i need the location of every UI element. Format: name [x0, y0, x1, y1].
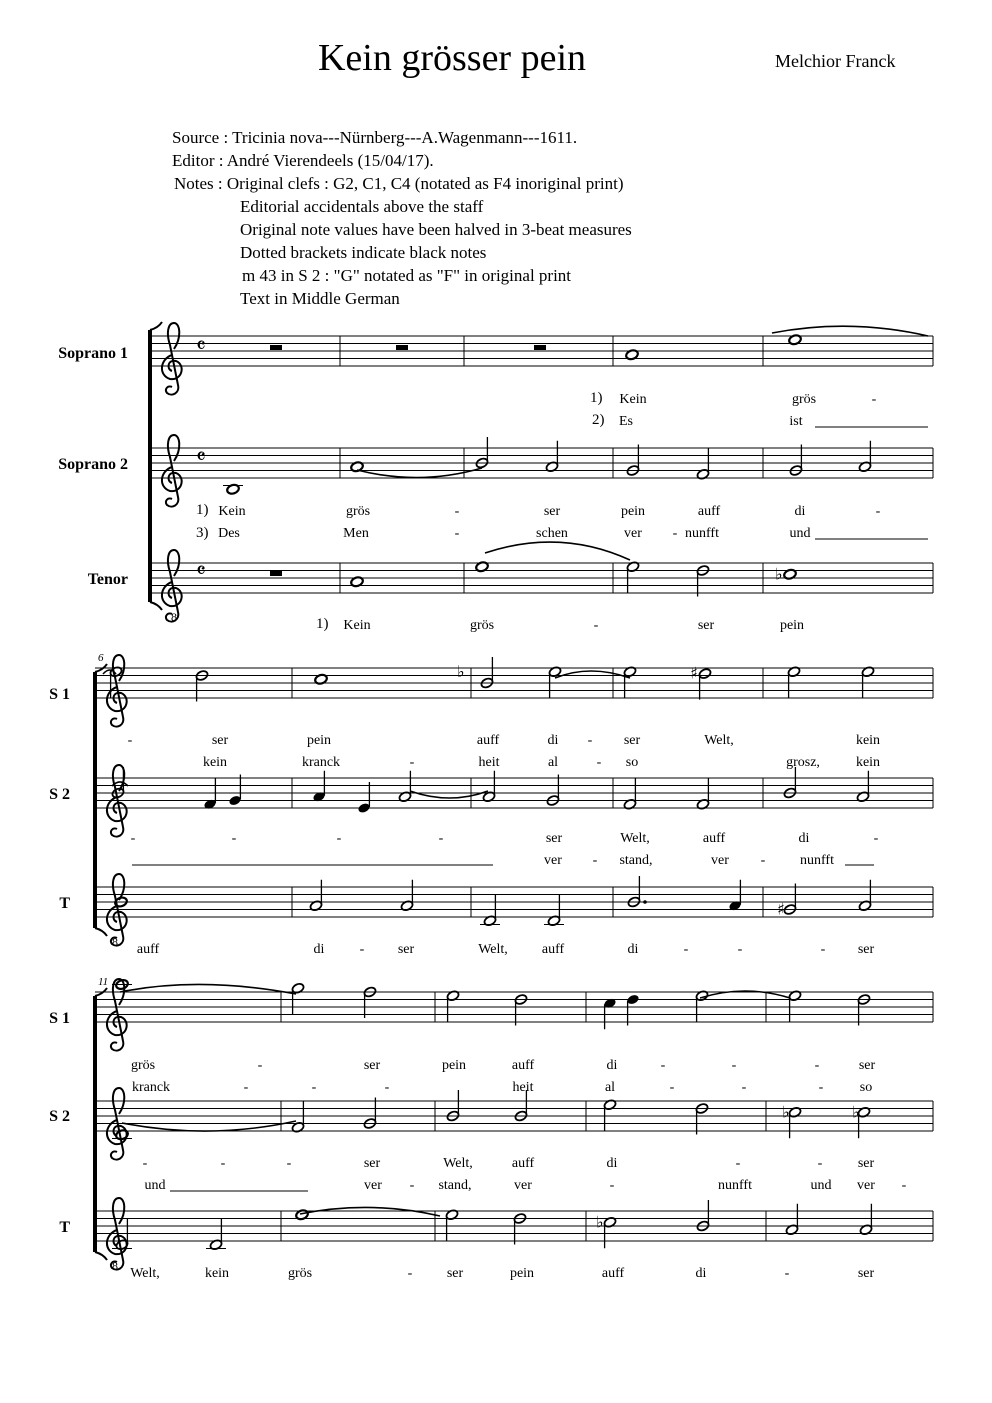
- lyric-syllable: -: [901, 1178, 907, 1193]
- lyric-syllable: stand,: [619, 853, 653, 868]
- lyric-syllable: heit: [478, 755, 500, 770]
- lyric-syllable: di: [794, 504, 806, 519]
- lyric-syllable: Men: [343, 526, 369, 541]
- part-name-t-sys2: T: [59, 895, 70, 912]
- lyric-syllable: kranck: [301, 755, 341, 770]
- lyric-syllable: kranck: [131, 1080, 171, 1095]
- svg-text:8: 8: [112, 935, 118, 949]
- lyric-syllable: und: [810, 1178, 832, 1193]
- clefs-note: Notes : Original clefs : G2, C1, C4 (notated as F4 inoriginal print): [174, 174, 624, 193]
- lyric-syllable: nunfft: [685, 526, 719, 541]
- lyric-syllable: ver: [711, 853, 729, 868]
- part-name-tenor: Tenor: [87, 571, 128, 588]
- lyric-syllable: -: [731, 1058, 737, 1073]
- svg-text:𝄴: 𝄴: [196, 445, 206, 470]
- lyric-syllable: -: [596, 755, 602, 770]
- lyric-syllable: -: [873, 831, 879, 846]
- lyric-syllable: ser: [397, 942, 415, 957]
- lyric-syllable: Kein: [218, 504, 246, 519]
- measure-number: 6: [98, 652, 104, 664]
- lyric-syllable: -: [243, 1080, 249, 1095]
- lyric-syllable: -: [286, 1156, 292, 1171]
- lyric-syllable: Welt,: [130, 1266, 160, 1281]
- accidental: ♯: [777, 899, 785, 919]
- lyric-syllable: kein: [855, 733, 881, 748]
- lyric-syllable: pein: [620, 504, 646, 519]
- lyric-syllable: -: [875, 504, 881, 519]
- lyric-syllable: di: [695, 1266, 707, 1281]
- lyric-syllable: Welt,: [620, 831, 650, 846]
- lyric-syllable: nunfft: [718, 1178, 752, 1193]
- lyric-syllable: -: [760, 853, 766, 868]
- lyric-syllable: ser: [446, 1266, 464, 1281]
- values-note: Original note values have been halved in 3-beat measures: [240, 220, 632, 239]
- lyric-syllable: und: [144, 1178, 166, 1193]
- svg-text:𝄴: 𝄴: [196, 334, 206, 359]
- lyric-syllable: -: [409, 1178, 415, 1193]
- lyric-syllable: -: [454, 504, 460, 519]
- part-name-soprano2: Soprano 2: [58, 456, 128, 473]
- lyric-syllable: heit: [512, 1080, 534, 1095]
- lyric-syllable: auff: [541, 942, 565, 957]
- lyric-syllable: pein: [441, 1058, 467, 1073]
- lyric-syllable: ser: [857, 942, 875, 957]
- lyric-syllable: und: [789, 526, 811, 541]
- lyric-syllable: -: [409, 755, 415, 770]
- lyric-syllable: ser: [623, 733, 641, 748]
- verse-number: 2): [592, 412, 605, 428]
- lyric-syllable: -: [336, 831, 342, 846]
- lyric-syllable: ser: [211, 733, 229, 748]
- lyric-syllable: grös: [791, 392, 817, 407]
- lyric-syllable: -: [142, 1156, 148, 1171]
- lyric-syllable: ser: [363, 1156, 381, 1171]
- lyric-syllable: so: [625, 755, 639, 770]
- lyric-syllable: auff: [697, 504, 721, 519]
- measure-number: 11: [98, 976, 109, 988]
- accidental: ♭: [775, 564, 783, 584]
- lyric-syllable: -: [660, 1058, 666, 1073]
- lyric-syllable: -: [454, 526, 460, 541]
- verse-number: 1): [590, 390, 603, 406]
- accidental: ♭: [852, 1102, 860, 1122]
- lyric-extenders: [132, 427, 928, 1191]
- lyric-syllable: auff: [511, 1058, 535, 1073]
- lyric-syllable: -: [359, 942, 365, 957]
- lyric-syllable: ser: [857, 1266, 875, 1281]
- lyric-syllable: auff: [702, 831, 726, 846]
- composer-name: Melchior Franck: [775, 51, 896, 71]
- accidental: ♯: [690, 663, 698, 683]
- lyric-syllable: di: [313, 942, 325, 957]
- svg-text:8: 8: [112, 1259, 118, 1273]
- part-name-s1-sys2: S 1: [49, 686, 70, 703]
- lyric-syllable: al: [604, 1080, 616, 1095]
- lyric-syllable: -: [814, 1058, 820, 1073]
- part-name-soprano1: Soprano 1: [58, 345, 128, 362]
- lyric-syllable: grös: [345, 504, 371, 519]
- accidental: ♭: [596, 1212, 604, 1232]
- lyric-syllable: -: [438, 831, 444, 846]
- lyric-syllable: -: [311, 1080, 317, 1095]
- lyric-syllable: grös: [287, 1266, 313, 1281]
- lyric-syllable: pein: [779, 618, 805, 633]
- lyric-syllable: -: [820, 942, 826, 957]
- lyric-syllable: -: [735, 1156, 741, 1171]
- lyric-syllable: grös: [469, 618, 495, 633]
- lyric-syllable: nunfft: [800, 853, 834, 868]
- lyric-syllable: -: [587, 733, 593, 748]
- lyric-syllable: Welt,: [443, 1156, 473, 1171]
- lyric-syllable: ver: [364, 1178, 382, 1193]
- lyric-syllable: auff: [511, 1156, 535, 1171]
- lyric-syllable: stand,: [438, 1178, 472, 1193]
- lyric-syllable: -: [220, 1156, 226, 1171]
- rests: [270, 345, 546, 576]
- part-name-s2-sys2: S 2: [49, 786, 70, 803]
- lyric-syllable: -: [737, 942, 743, 957]
- lyric-syllable: ver: [514, 1178, 532, 1193]
- lyric-syllable: di: [547, 733, 559, 748]
- lyric-syllable: -: [672, 526, 678, 541]
- ties: [103, 326, 928, 1216]
- lyric-syllable: -: [669, 1080, 675, 1095]
- lyric-syllable: kein: [855, 755, 881, 770]
- lyric-syllable: di: [627, 942, 639, 957]
- source-note: Source : Tricinia nova---Nürnberg---A.Wagenmann---1611.: [172, 128, 578, 147]
- lyric-syllable: schen: [536, 526, 568, 541]
- lyric-syllable: Es: [619, 414, 633, 429]
- svg-text:8: 8: [171, 610, 177, 624]
- brackets-note: Dotted brackets indicate black notes: [240, 243, 487, 262]
- editor-note: Editor : André Vierendeels (15/04/17).: [172, 151, 434, 170]
- lyric-syllable: auff: [476, 733, 500, 748]
- text-note: Text in Middle German: [240, 289, 400, 308]
- lyric-syllable: ver: [544, 853, 562, 868]
- lyric-syllable: di: [798, 831, 810, 846]
- lyric-syllable: -: [130, 831, 136, 846]
- lyric-syllable: -: [817, 1156, 823, 1171]
- lyric-syllable: di: [606, 1156, 618, 1171]
- lyric-syllable: -: [818, 1080, 824, 1095]
- lyric-syllable: -: [384, 1080, 390, 1095]
- staves: [95, 323, 933, 1270]
- lyric-syllable: Kein: [343, 618, 371, 633]
- augmentation-dot: [643, 900, 647, 904]
- lyric-syllable: ser: [697, 618, 715, 633]
- lyric-syllable: Welt,: [704, 733, 734, 748]
- lyric-syllable: -: [127, 733, 133, 748]
- lyric-syllable: kein: [202, 755, 228, 770]
- svg-text:𝄴: 𝄴: [196, 559, 206, 584]
- lyric-syllable: -: [609, 1178, 615, 1193]
- verse-number: 1): [316, 616, 329, 632]
- page-title: Kein grösser pein: [317, 37, 587, 79]
- lyric-syllable: al: [547, 755, 559, 770]
- lyric-syllable: -: [741, 1080, 747, 1095]
- lyric-syllable: ist: [789, 414, 803, 429]
- lyric-syllable: auff: [601, 1266, 625, 1281]
- lyric-syllable: ser: [858, 1058, 876, 1073]
- lyric-syllable: -: [871, 392, 877, 407]
- lyric-syllable: kein: [204, 1266, 230, 1281]
- m43-note: m 43 in S 2 : "G" notated as "F" in original print: [242, 266, 572, 285]
- lyric-syllable: Kein: [619, 392, 647, 407]
- lyric-syllable: so: [859, 1080, 873, 1095]
- accidentals-note: Editorial accidentals above the staff: [240, 197, 484, 216]
- lyric-syllable: pein: [509, 1266, 535, 1281]
- lyric-syllable: auff: [136, 942, 160, 957]
- lyric-syllable: -: [683, 942, 689, 957]
- accidental: ♭: [457, 661, 465, 681]
- lyric-syllable: ser: [545, 831, 563, 846]
- part-name-s2-sys3: S 2: [49, 1108, 70, 1125]
- lyric-syllable: Des: [218, 526, 240, 541]
- verse-number: 1): [196, 502, 209, 518]
- lyric-syllable: pein: [306, 733, 332, 748]
- lyric-syllable: -: [593, 618, 599, 633]
- lyric-syllable: -: [257, 1058, 263, 1073]
- part-name-t-sys3: T: [59, 1219, 70, 1236]
- lyric-syllable: ser: [363, 1058, 381, 1073]
- lyric-syllable: grosz,: [786, 755, 820, 770]
- lyric-syllable: ver: [857, 1178, 875, 1193]
- lyric-syllable: ser: [857, 1156, 875, 1171]
- notes: [109, 334, 875, 1251]
- part-name-s1-sys3: S 1: [49, 1010, 70, 1027]
- lyric-syllable: ser: [543, 504, 561, 519]
- lyric-syllable: Welt,: [478, 942, 508, 957]
- lyric-syllable: -: [407, 1266, 413, 1281]
- lyric-syllable: ver: [624, 526, 642, 541]
- lyric-syllable: -: [784, 1266, 790, 1281]
- lyric-syllable: -: [592, 853, 598, 868]
- lyric-syllable: grös: [130, 1058, 156, 1073]
- verse-number: 3): [196, 525, 209, 541]
- lyric-syllable: -: [231, 831, 237, 846]
- lyric-syllable: di: [606, 1058, 618, 1073]
- time-signature: [196, 334, 206, 584]
- accidental: ♭: [782, 1102, 790, 1122]
